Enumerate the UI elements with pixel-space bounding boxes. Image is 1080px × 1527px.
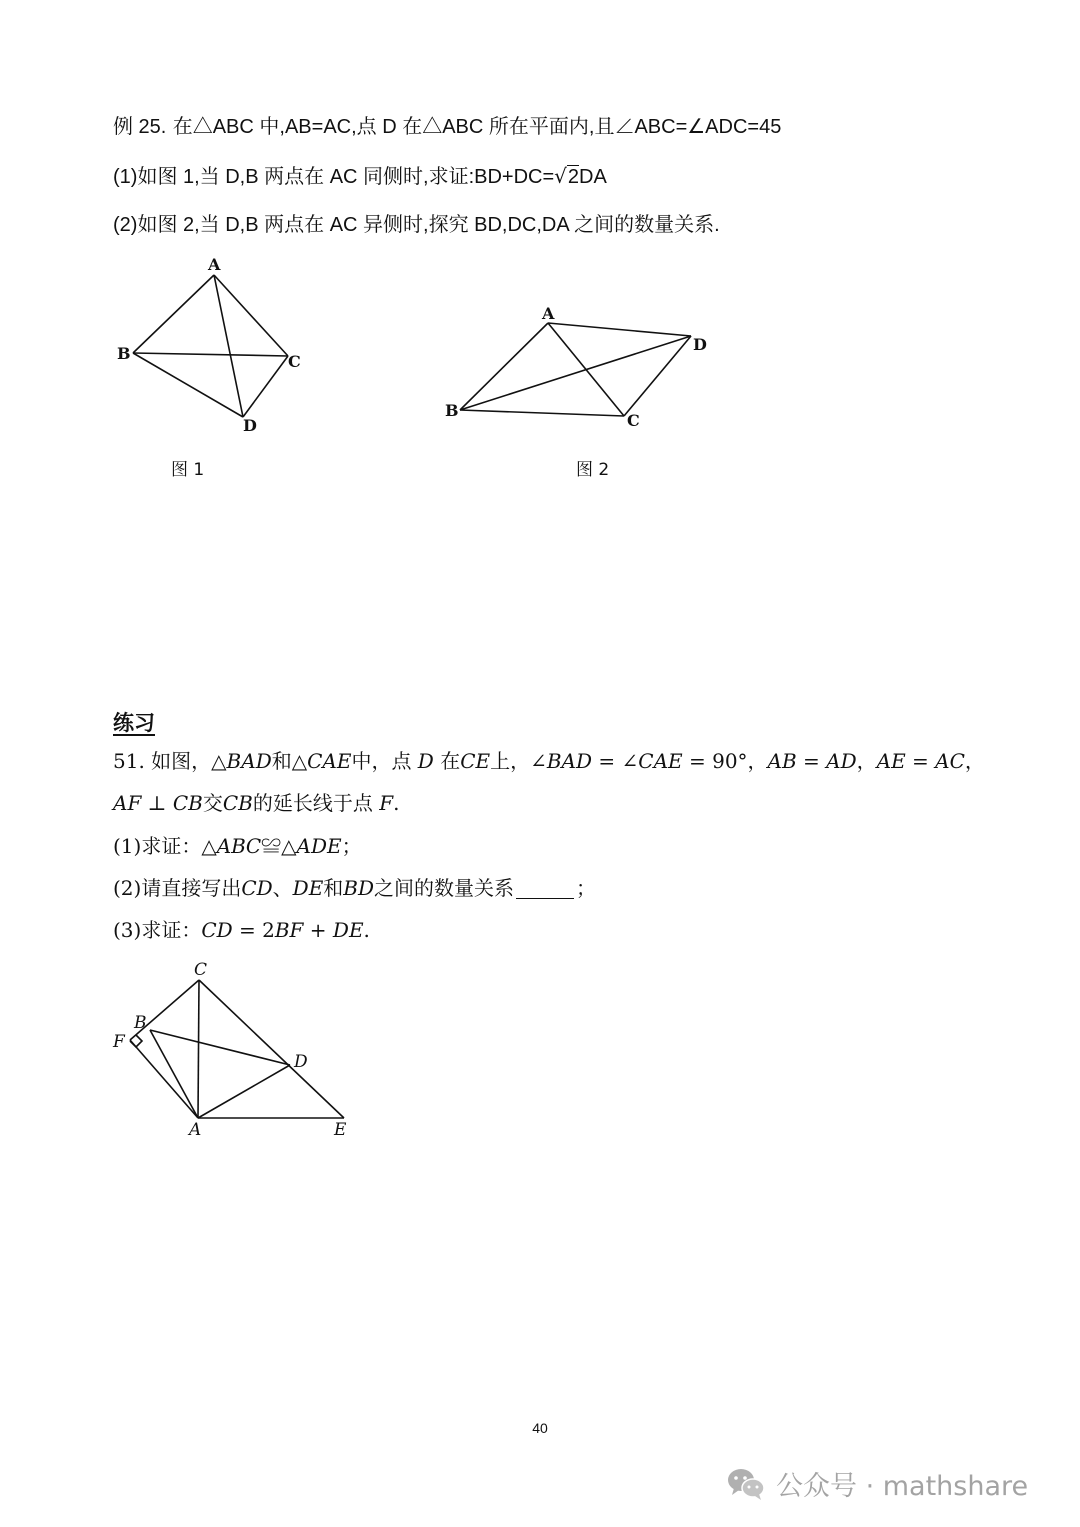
example-number: 例 25. [113, 116, 167, 138]
fig3-edge-ad [198, 1065, 290, 1118]
fig3-edge-ba [150, 1030, 198, 1118]
page-number: 40 [532, 1420, 548, 1436]
figure-2-caption: 图 2 [576, 460, 610, 480]
practice-question-line2 [113, 793, 399, 813]
practice-part2 [113, 878, 596, 899]
fig3-label-e: E [334, 1120, 347, 1140]
fig3-edge-fa [130, 1040, 198, 1118]
fig1-edge-bc [133, 353, 288, 356]
sqrt-sign: √ [554, 164, 567, 188]
fig3-label-a: A [189, 1120, 202, 1140]
fig2-edge-ad [548, 323, 691, 336]
fig2-label-d: D [693, 335, 707, 354]
fig1-label-c: C [288, 352, 301, 371]
fig3-label-f: F [113, 1032, 125, 1052]
fig3-label-d: D [294, 1052, 308, 1072]
fig1-label-d: D [243, 416, 257, 435]
practice-part3 [113, 920, 370, 940]
fig1-label-a: A [208, 255, 221, 274]
practice-question-line1 [113, 751, 985, 771]
fig1-edge-bd [133, 353, 243, 417]
fig3-label-b: B [134, 1013, 147, 1033]
fig2-label-a: A [542, 304, 555, 323]
fig2-edge-cd [624, 336, 691, 416]
example-part2 [113, 214, 720, 235]
fig3-edge-ca [198, 980, 199, 1118]
example-statement-text: 在△ABC 中,AB=AC,点 D 在△ABC 所在平面内,且∠ABC=∠ADC=45 [172, 116, 782, 138]
practice-part3-text: (3)求证：𝐶𝐷 = 2𝐵𝐹 + 𝐷𝐸. [113, 918, 370, 942]
practice-question-number: 51. [113, 749, 145, 773]
practice-part2-text: (2)请直接写出𝐶𝐷、𝐷𝐸和𝐵𝐷之间的数量关系 [113, 876, 515, 900]
fig1-edge-ad [214, 275, 243, 417]
sqrt-radicand: 2 [567, 166, 580, 188]
example-part1 [113, 166, 607, 187]
watermark-text: 公众号 · mathshare [776, 1471, 1029, 1502]
answer-blank[interactable] [516, 878, 574, 899]
wechat-icon [726, 1466, 766, 1502]
practice-question-text2: 𝐴𝐹 ⊥ 𝐶𝐵交𝐶𝐵的延长线于点 𝐹. [113, 791, 400, 815]
example-part1-suffix: DA [579, 166, 607, 188]
fig1-edge-cd [243, 356, 288, 417]
fig2-label-b: B [445, 401, 459, 420]
fig2-edge-ab [460, 323, 548, 410]
practice-part1 [113, 836, 362, 856]
watermark [726, 1464, 1028, 1503]
fig1-label-b: B [117, 344, 131, 363]
example-part1-text: (1)如图 1,当 D,B 两点在 AC 同侧时,求证:BD+DC= [113, 166, 555, 188]
practice-question-text1: 如图，△𝐵𝐴𝐷和△𝐶𝐴𝐸中，点 𝐷 在𝐶𝐸上，∠𝐵𝐴𝐷 = ∠𝐶𝐴𝐸 = 90°，𝐴𝐵 = 𝐴𝐷，𝐴𝐸 = 𝐴𝐶， [151, 749, 985, 773]
fig2-label-c: C [627, 411, 640, 430]
practice-part2-suffix: ； [576, 876, 597, 900]
fig2-edge-bd [460, 336, 691, 410]
example-part2-text: (2)如图 2,当 D,B 两点在 AC 异侧时,探究 BD,DC,DA 之间的数量关系. [113, 214, 720, 236]
figure-1 [110, 250, 330, 440]
figure-1-caption: 图 1 [171, 460, 205, 480]
practice-part1-text: (1)求证：△𝐴𝐵𝐶≌△𝐴𝐷𝐸； [113, 834, 362, 858]
example-statement [113, 116, 781, 137]
figure-2 [440, 300, 720, 440]
practice-heading: 练习 [113, 711, 155, 735]
fig3-edge-ce [199, 980, 344, 1118]
figure-3 [105, 955, 365, 1145]
fig1-edge-ab [133, 275, 214, 353]
fig1-edge-ac [214, 275, 288, 356]
fig2-edge-bc [460, 410, 624, 416]
fig3-label-c: C [194, 960, 208, 980]
